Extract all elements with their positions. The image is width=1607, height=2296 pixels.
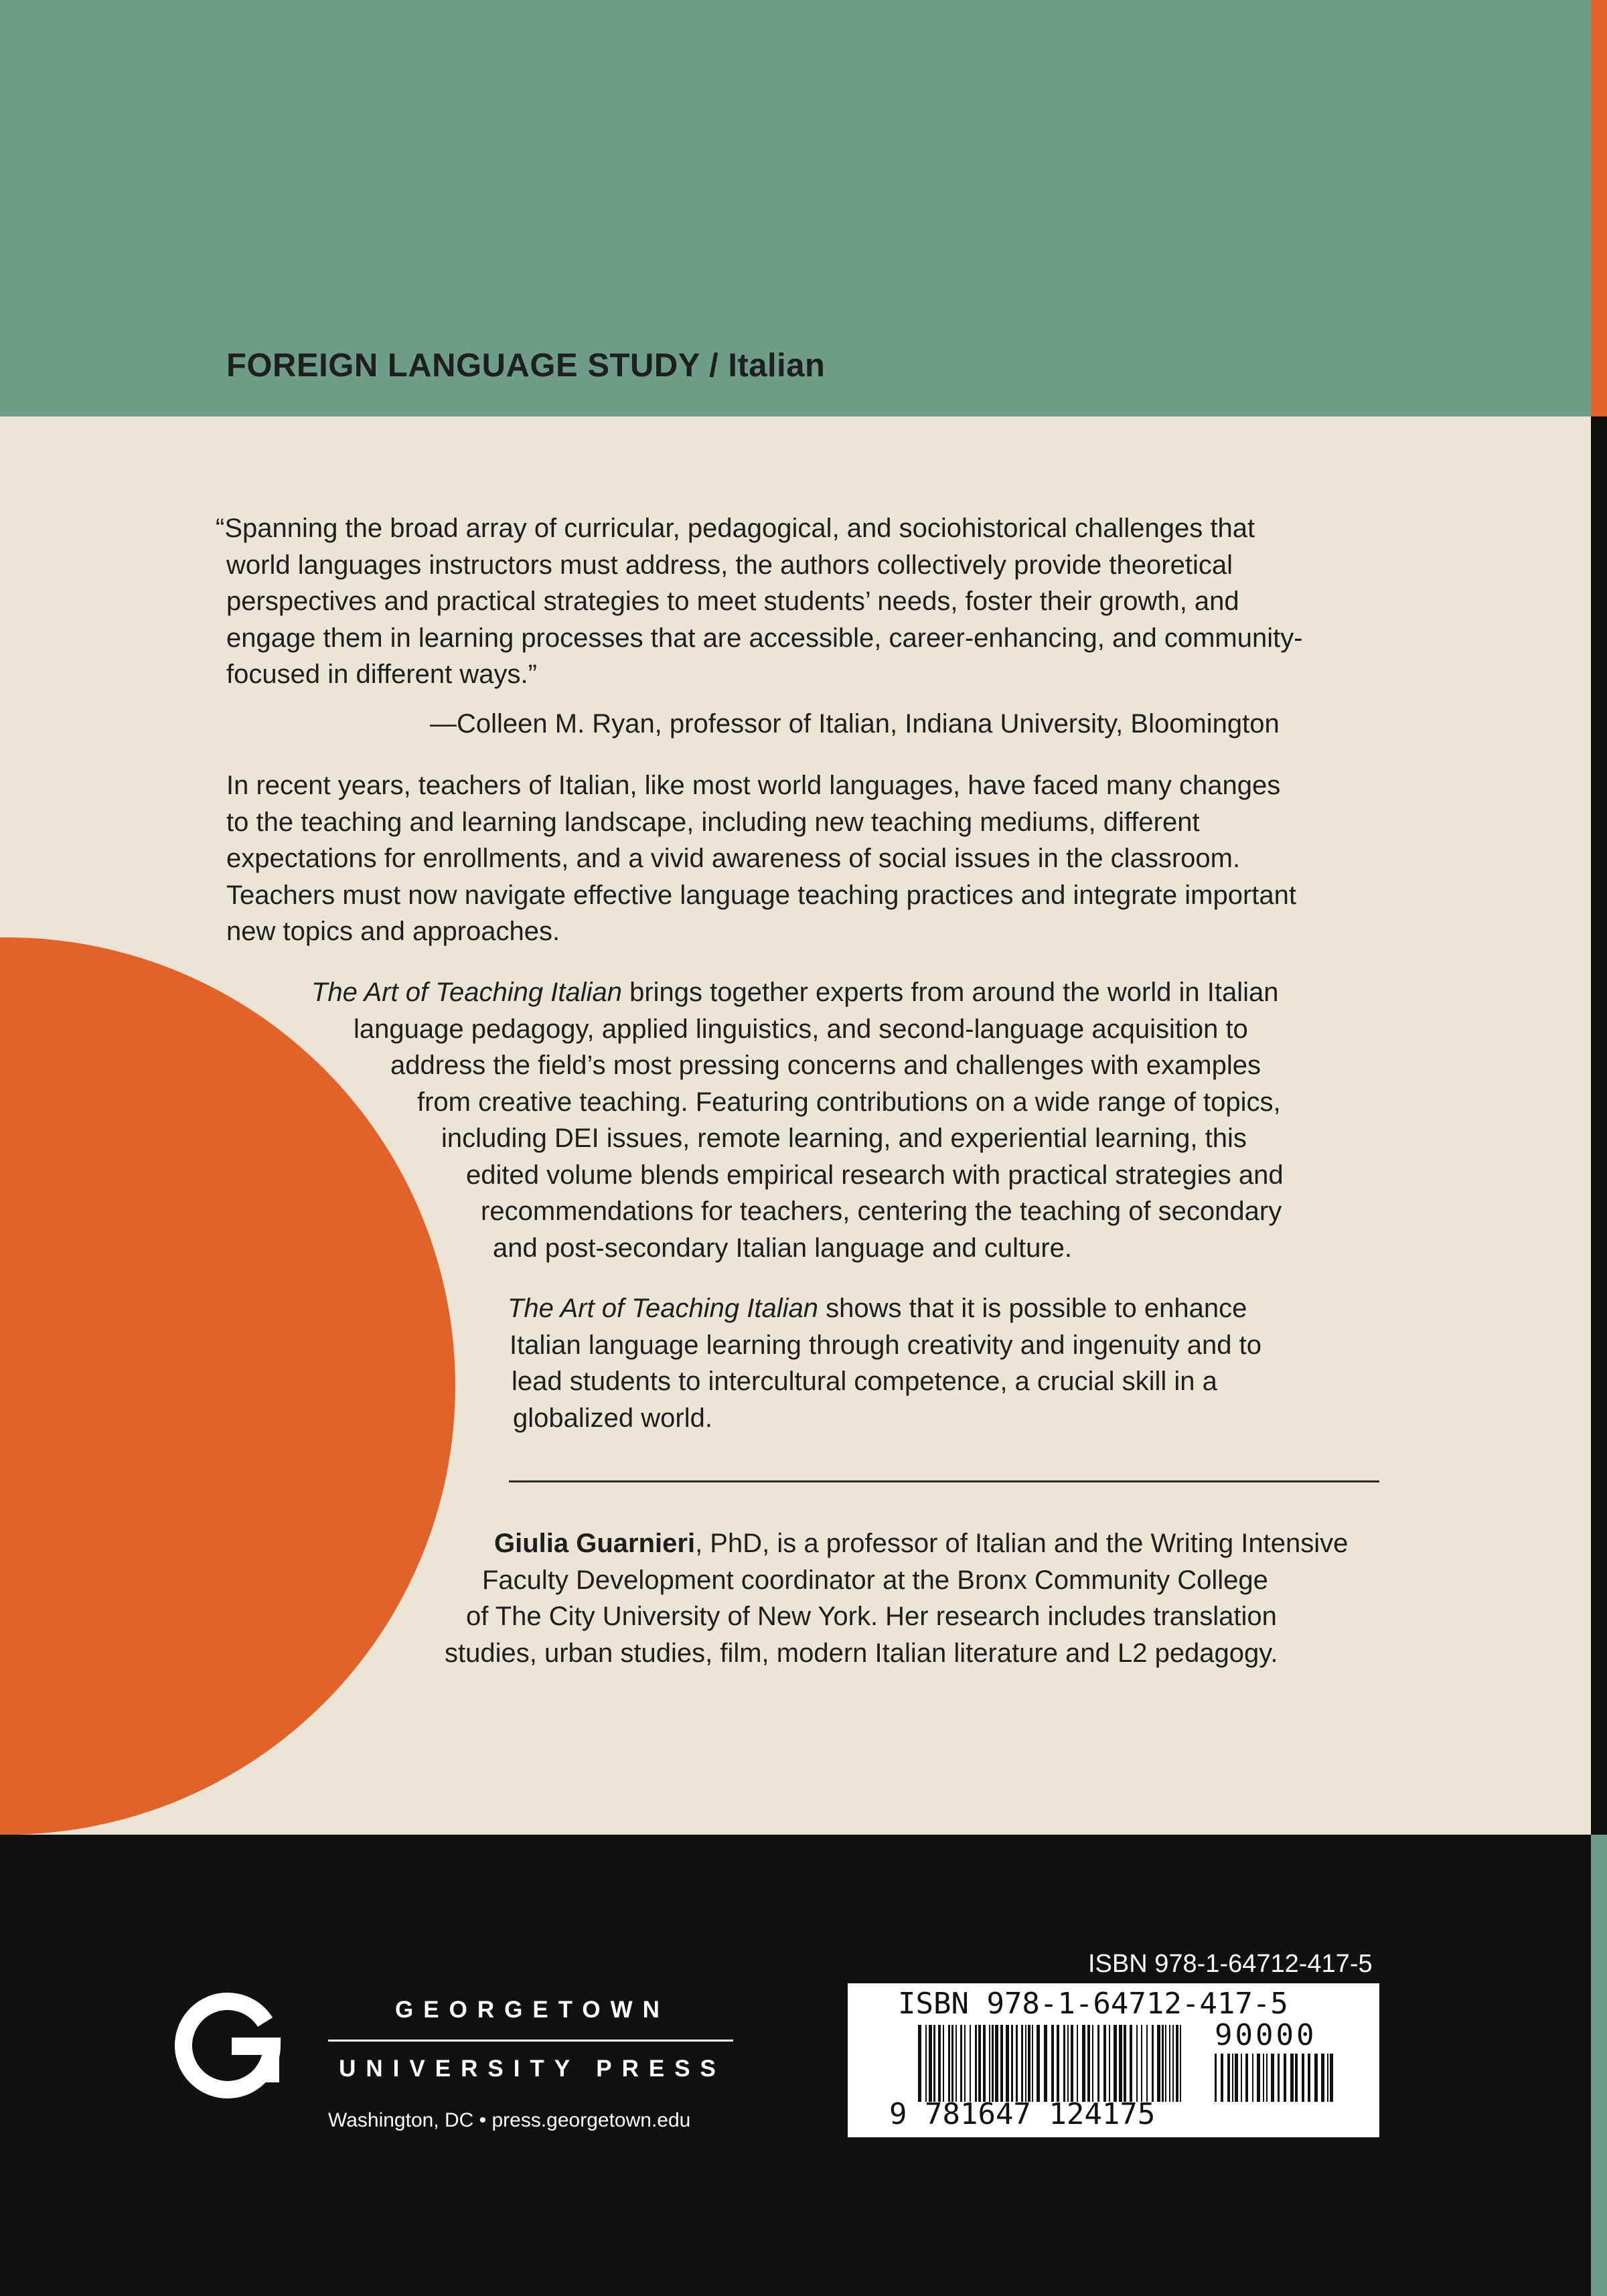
description-paragraph-3 <box>508 1290 1261 1436</box>
spine-edge-orange <box>1591 0 1607 416</box>
barcode-price-code: 90000 <box>1215 2018 1317 2052</box>
book-title: The Art of Teaching Italian <box>311 978 622 1007</box>
publisher-name-line1: GEORGETOWN <box>395 1997 670 2023</box>
barcode-addon-bars <box>1215 2054 1335 2102</box>
paragraph-line: address the field’s most pressing concerns and challenges with examples <box>390 1051 1261 1080</box>
bio-line: studies, urban studies, film, modern Italian literature and L2 pedagogy. <box>445 1638 1278 1668</box>
line-text: brings together experts from around the world in Italian <box>621 978 1279 1007</box>
subject-category: FOREIGN LANGUAGE STUDY / Italian <box>226 348 826 384</box>
barcode-digits: 9 781647 124175 <box>889 2097 1156 2131</box>
spine-edge-black <box>1591 416 1607 1835</box>
paragraph-line: globalized world. <box>513 1403 712 1433</box>
quote-line: focused in different ways.” <box>226 660 537 689</box>
bio-line: Faculty Development coordinator at the Bronx Community College <box>482 1565 1268 1595</box>
paragraph-line: from creative teaching. Featuring contributions on a wide range of topics, <box>417 1087 1281 1117</box>
line-text: shows that it is possible to enhance <box>818 1294 1247 1323</box>
bio-line: of The City University of New York. Her research includes translation <box>466 1602 1277 1631</box>
barcode-isbn-text: ISBN 978-1-64712-417-5 <box>898 1987 1288 2021</box>
author-name: Giulia Guarnieri <box>494 1529 696 1558</box>
book-title: The Art of Teaching Italian <box>508 1294 818 1323</box>
spine-edge-teal <box>1591 1835 1607 2296</box>
paragraph-line: to the teaching and learning landscape, including new teaching mediums, different <box>226 807 1200 837</box>
endorsement-quote <box>216 510 1303 693</box>
paragraph-line: lead students to intercultural competence, a crucial skill in a <box>512 1367 1217 1396</box>
quote-line: world languages instructors must address, the authors collectively provide theoretical <box>226 550 1233 580</box>
isbn-barcode <box>848 1983 1379 2137</box>
bio-line <box>0 1525 1348 1562</box>
paragraph-line <box>0 974 1284 1011</box>
barcode-bars <box>918 2025 1186 2102</box>
paragraph-line <box>508 1290 1261 1327</box>
isbn-label: ISBN 978-1-64712-417-5 <box>1088 1950 1373 1978</box>
paragraph-line: Italian language learning through creativity and ingenuity and to <box>510 1330 1262 1360</box>
paragraph-line: new topics and approaches. <box>226 917 560 946</box>
description-paragraph-1 <box>226 767 1296 950</box>
paragraph-line: recommendations for teachers, centering the teaching of secondary <box>481 1197 1282 1226</box>
paragraph-line: Teachers must now navigate effective language teaching practices and integrate important <box>226 880 1297 910</box>
author-bio <box>0 1525 1348 1671</box>
paragraph-line: including DEI issues, remote learning, and experiential learning, this <box>441 1124 1247 1153</box>
quote-line: engage them in learning processes that are accessible, career-enhancing, and community- <box>226 623 1303 653</box>
description-paragraph-2 <box>0 974 1284 1266</box>
line-text: , PhD, is a professor of Italian and the Writing Intensive <box>695 1529 1349 1558</box>
quote-line: perspectives and practical strategies to meet students’ needs, foster their growth, and <box>226 587 1239 616</box>
endorsement-attribution: —Colleen M. Ryan, professor of Italian, Indiana University, Bloomington <box>430 709 1280 739</box>
publisher-address: Washington, DC • press.georgetown.edu <box>328 2109 691 2131</box>
paragraph-line: In recent years, teachers of Italian, like most world languages, have faced many changes <box>226 771 1281 800</box>
paragraph-line: and post-secondary Italian language and culture. <box>493 1233 1073 1263</box>
georgetown-g-logo-icon <box>167 1982 288 2102</box>
publisher-name-line2: UNIVERSITY PRESS <box>339 2056 726 2082</box>
quote-line: “Spanning the broad array of curricular, pedagogical, and sociohistorical challenges that <box>216 514 1255 543</box>
publisher-rule <box>328 2040 733 2042</box>
paragraph-line: expectations for enrollments, and a vivid awareness of social issues in the classroom. <box>226 844 1241 873</box>
divider-rule <box>509 1480 1379 1482</box>
paragraph-line: language pedagogy, applied linguistics, and second-language acquisition to <box>354 1014 1248 1044</box>
paragraph-line: edited volume blends empirical research with practical strategies and <box>466 1160 1284 1190</box>
